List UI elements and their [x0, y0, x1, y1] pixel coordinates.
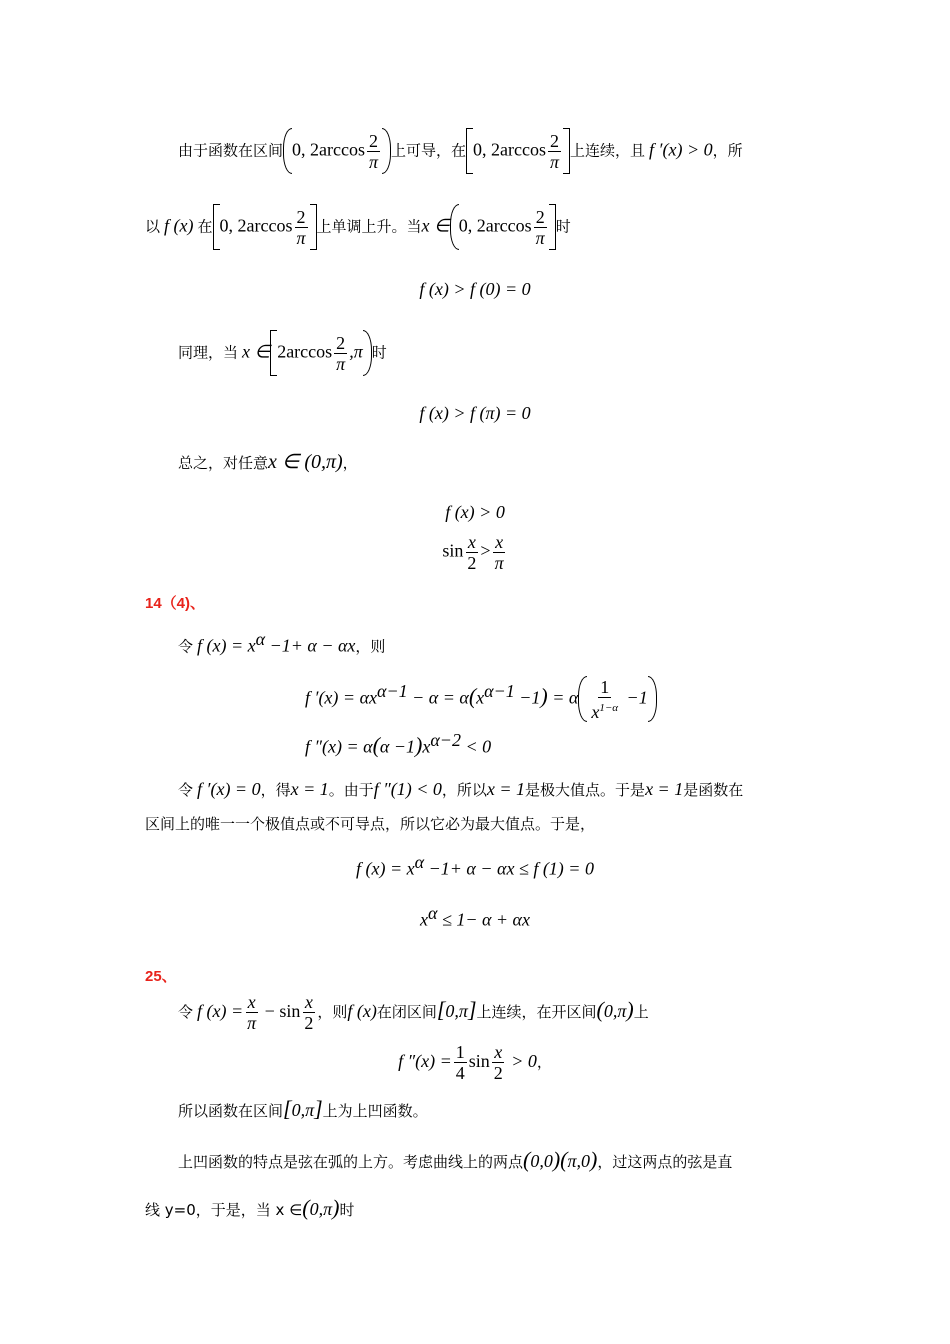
fraction: $\frac{2}{\pi}$: [550, 130, 560, 172]
text-line: 区间上的唯一一个极值点或不可导点，所以它必为最大值点。于是，: [145, 815, 596, 833]
equation: $x^\alpha \le 1- \alpha + \alpha x$: [419, 903, 530, 930]
paren: [363, 330, 372, 376]
paren: [578, 676, 587, 722]
bracket: [563, 128, 570, 174]
text-line: 令 f ′(x) = 0，得x = 1。由于f ″(1) < 0，所以x = 1是极大值点。于是x = 1是函数在: [178, 779, 744, 799]
math: 0, 2arccos: [473, 139, 546, 160]
bracket: [549, 204, 556, 250]
fraction: $\frac{x}{2}$: [467, 532, 477, 573]
text: 上连续，且: [570, 141, 646, 160]
bracket: [213, 204, 220, 250]
section-label: 25、: [145, 968, 177, 985]
text-line: 线 y=0，于是，当 x ∈(0,π)时: [145, 1195, 355, 1220]
fraction: $\frac{2}{\pi}$: [368, 130, 379, 172]
math: 0, 2arccos: [458, 215, 532, 236]
math: x ∈: [242, 341, 271, 362]
bracket: [310, 204, 317, 250]
text-line: [178, 452, 358, 473]
equation: f ″(x) = $\frac{1}{4}$ sin $\frac{x}{2}$ > 0，: [398, 1042, 552, 1083]
fraction: $\frac{2}{\pi}$: [336, 332, 346, 374]
section-label: 14（4)、: [145, 595, 206, 612]
fraction: $\frac{1}{4}$: [455, 1042, 465, 1083]
fraction: $\frac{1}{x^{1-\alpha}}$: [591, 676, 619, 722]
text-line: 上凹函数的特点是弦在弧的上方。考虑曲线上的两点(0,0)(π,0)，过这两点的弦是直: [178, 1147, 733, 1172]
text: 时: [371, 343, 387, 362]
text: 总之，对任意: [178, 454, 269, 472]
equation: f (x) > 0: [445, 502, 505, 522]
fraction: $\frac{x}{2}$: [493, 1042, 503, 1083]
paren: [450, 204, 459, 250]
fraction: $\frac{x}{\pi}$: [247, 992, 257, 1033]
text: 以: [145, 217, 161, 236]
text: ，: [342, 454, 358, 472]
math: 2arccos: [277, 341, 333, 362]
fraction: $\frac{2}{\pi}$: [296, 206, 306, 248]
text: 同理，当: [178, 343, 239, 362]
bracket: [466, 128, 473, 174]
text-line: [178, 330, 387, 376]
math: 0, 2arccos: [292, 139, 365, 160]
equation: sin $\frac{x}{2}$ > $\frac{x}{\pi}$: [442, 532, 504, 573]
paren: [382, 128, 391, 174]
equation: f (x) > f (0) = 0: [419, 279, 531, 299]
math: f (x): [164, 215, 194, 236]
text-line: 令 f $(x) = x^\alpha -1+ \alpha - \alpha x$，则: [178, 629, 386, 656]
text: 时: [555, 217, 571, 236]
math: x ∈: [421, 215, 450, 236]
equation: f $(x) = x^\alpha -1+ \alpha - \alpha x \le f$ (1) = 0: [356, 852, 594, 879]
paren: [648, 676, 657, 722]
math: 0, 2arccos: [219, 215, 293, 236]
paren: [283, 128, 292, 174]
equation: f $'(x) = \alpha x^{\alpha-1} - \alpha = \alpha(x^{\alpha-1} -1) = \alpha$ $\frac{1}{x^{1-\alpha}}$ −1: [305, 676, 657, 722]
math: f ′(x) > 0: [649, 139, 713, 160]
text: 在: [197, 217, 213, 236]
equation: f $''(x) = \alpha(\alpha -1)x^{\alpha-2} < 0$: [305, 730, 492, 758]
fraction: $\frac{x}{\pi}$: [494, 532, 504, 573]
text-line: 令 f (x) = $\frac{x}{\pi}$ − sin $\frac{x}{2}$ ，则f (x)在闭区间[0,π]上连续，在开区间(0,π)上: [178, 992, 649, 1033]
fraction: $\frac{2}{\pi}$: [535, 206, 545, 248]
fraction: $\frac{x}{2}$: [304, 992, 314, 1033]
text: 上可导，在: [391, 141, 467, 160]
text-line: 所以函数在区间[0,π]上为上凹函数。: [178, 1096, 428, 1121]
text-line: [178, 128, 743, 174]
math: ,π: [349, 341, 363, 362]
text: 上单调上升。当: [316, 217, 422, 236]
math: x ∈ (0,π): [268, 451, 343, 473]
text-line: [145, 204, 571, 250]
text: 由于函数在区间: [178, 141, 284, 160]
text: ，所: [712, 141, 743, 160]
equation: f (x) > f (π) = 0: [419, 403, 531, 423]
